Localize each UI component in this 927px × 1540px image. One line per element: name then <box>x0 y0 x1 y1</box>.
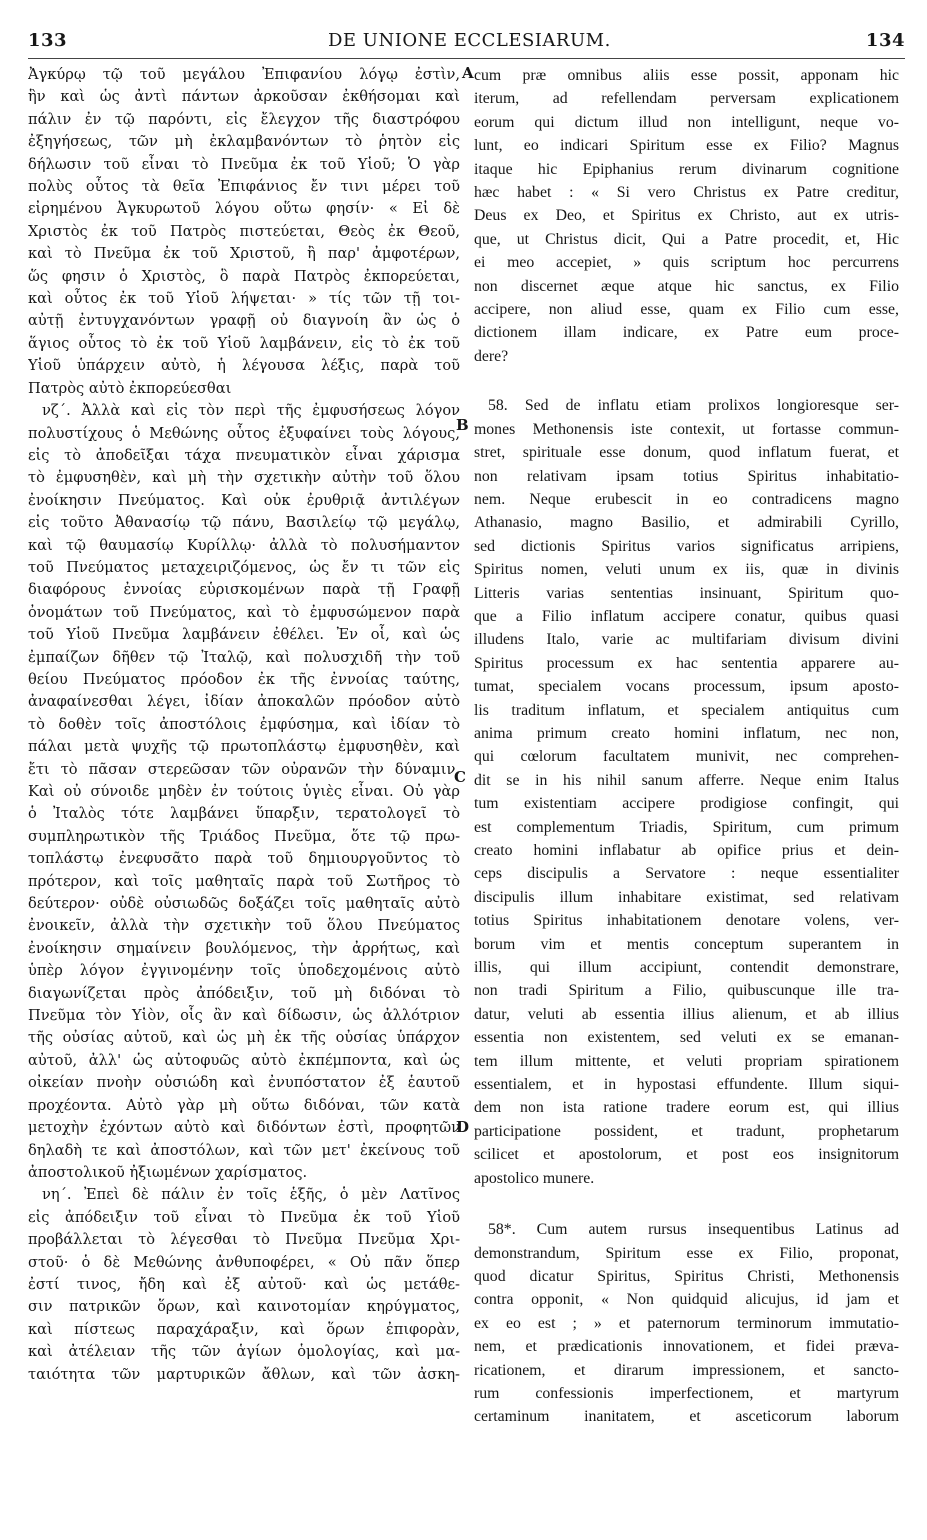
text-line: εἰς ἀπόδειξιν τοῦ εἶναι τὸ Πνεῦμα ἐκ τοῦ Υἱοῦ <box>28 1208 460 1226</box>
text-line: lis traditum inflatum, et specialem antiquitus cum <box>474 701 899 719</box>
text-line: nem. Neque erubescit in eo contradicens magno <box>474 490 899 508</box>
text-line: ἐξηγήσεως, τῶν μὴ ἐκλαμβανόντων τὸ ῥητὸν εἰς <box>28 133 460 151</box>
text-line: tum existentiam accipere prodigiose confingit, qui <box>474 795 899 813</box>
text-line: Athanasio, magno Basilio, et admirabili Cyrillo, <box>474 514 899 532</box>
text-line: que a Filio inflatum accipere conatur, quibus quasi <box>474 607 899 625</box>
page-title: DE UNIONE ECCLESIARUM. <box>328 30 611 51</box>
text-line: ἐνοίκησιν σημαίνειν βουλόμενος, τὴν ἀρρήτως, καὶ <box>28 939 460 957</box>
text-line: certaminum inanitatem, et asceticorum laborum <box>474 1408 899 1426</box>
text-line: apostolico munere. <box>474 1169 595 1187</box>
text-line: creato homini inflabatur ab opifice prius et dein- <box>474 842 899 859</box>
text-line: essentia non existentem, sed veluti ex se emanan- <box>474 1029 899 1047</box>
text-line: accipere, non aliud esse, quam ex Filio cum esse, <box>474 301 899 319</box>
text-line: illudens Italo, varie ac multifariam divisum divini <box>474 631 899 649</box>
text-line: totius Spiritus inhabitationem denotare volens, ver- <box>474 912 899 930</box>
text-line: νζ΄. Ἀλλὰ καὶ εἰς τὸν περὶ τῆς ἐμφυσήσεως λόγον <box>42 402 460 420</box>
text-line: διαγωνίζεται πρὸς ἀπόδειξιν, τοῦ μὴ διδόναι τὸ <box>28 984 460 1002</box>
text-line: διαφόρους ἐννοίας εὑρισκομένων παρὰ τῇ Γραφῇ <box>28 581 460 599</box>
text-line: dere? <box>474 347 509 365</box>
margin-marker-b: B <box>456 416 469 434</box>
paragraph-gap <box>474 1190 899 1218</box>
text-line: non tradi Spiritum a Filio, quibuscunque ille tra- <box>474 982 899 1000</box>
text-line: ἔτι τὸ πᾶσαν στερεῶσαν τῶν οὐρανῶν τὴν δύναμιν. <box>28 760 460 778</box>
text-line: πολυστίχους ὁ Μεθώνης οὗτος ἐξυφαίνει τοὺς λόγους, <box>28 424 460 442</box>
text-line: δηλαδὴ τε καὶ ἀποστόλων, καὶ τῶν μετ' ἐκείνους τοῦ <box>28 1141 460 1159</box>
text-line: τοῦ Πνεύματος μεταχειριζόμενος, ὡς ἔν τι τῶν εἰς <box>28 558 460 576</box>
text-line: ἐνοίκησιν Πνεύματος. Καὶ οὐκ ἐρυθριᾷ ἀντιλέγων <box>28 491 460 509</box>
text-line: καὶ τὸ Πνεῦμα ἐκ τοῦ Χριστοῦ, ἢ παρ' ἀμφοτέρων, <box>28 245 460 263</box>
text-line: καὶ ἀτέλειαν τῆς τῶν ἁγίων ὁμολογίας, καὶ μα- <box>28 1343 460 1361</box>
text-line: τὸ ἐμφυσηθὲν, καὶ μὴ τὴν σχετικὴν αὐτὴν τοῦ ὅλου <box>28 469 460 487</box>
text-line: συμπληρωτικὸν τῆς Τριάδος Πνεῦμα, ὅτε τῷ πρω- <box>28 827 460 845</box>
text-line: ὥς φησιν ὁ Χριστὸς, ὃ παρὰ Πατρὸς ἐκπορεύεται, <box>28 267 460 285</box>
text-line: non relativam ipsam totius Spiritus inhabitatio- <box>474 467 899 485</box>
page-number-right: 134 <box>865 30 905 51</box>
text-line: 58*. Cum autem rursus insequentibus Latinus ad <box>488 1221 899 1239</box>
margin-marker-c: C <box>454 768 466 786</box>
margin-marker-d: D <box>456 1118 470 1136</box>
text-line: Πνεῦμα τὸν Υἱὸν, οἷς ἂν καὶ δίδωσιν, ὡς ἀλλότριον <box>28 1007 460 1025</box>
text-line: tumat, specialem vocans processum, ipsum aposto- <box>474 678 899 696</box>
margin-marker-a: A <box>462 64 474 82</box>
text-line: mones Methonensis iste contexit, ut fortasse commun- <box>474 420 899 438</box>
text-line: καὶ οὗτος ἐκ τοῦ Υἱοῦ λήψεται· » τίς τῶν τῇ τοι- <box>28 290 460 308</box>
text-line: est complementum Triadis, Spiritum, cum primum <box>474 818 899 836</box>
text-line: essentialem, et in hypostasi effundente. Illum siqui- <box>474 1076 899 1094</box>
text-line: demonstrandum, Spiritum esse ex Filio, proponat, <box>474 1244 899 1262</box>
text-line: Υἱοῦ ὑπάρχειν αὐτὸ, ἡ λέγουσα λέξις, παρὰ τοῦ <box>28 357 460 375</box>
text-line: Spiritus nomen, veluti unum ex iis, quæ in divinis <box>474 561 899 579</box>
text-line: τῆς οὐσίας αὐτοῦ, καὶ ὡς μὴ ἐκ τῆς οὐσίας ὑπάρχον <box>28 1029 460 1047</box>
text-line: ἐμπαίζων δῆθεν τῷ Ἰταλῷ, καὶ πολυσχιδῆ τὴν τοῦ <box>28 648 460 666</box>
text-line: ἀποστολικοῦ ἠξιωμένων χαρίσματος. <box>28 1163 308 1181</box>
text-line: δεύτερον· οὐδὲ οὐσιωδῶς δοξάζει τοῖς μαθηταῖς αὐτὸ <box>28 895 460 913</box>
page-number-left: 133 <box>28 30 68 51</box>
text-line: νη΄. Ἐπεὶ δὲ πάλιν ἐν τοῖς ἑξῆς, ὁ μὲν Λατῖνος <box>42 1186 460 1204</box>
text-line: ἐνοικεῖν, ἀλλὰ τὴν σχετικὴν τοῦ ὅλου Πνεύματος <box>28 917 460 935</box>
text-line: hæc habet : « Si vero Christus ex Patre creditur, <box>474 184 899 202</box>
text-line: οἰκείαν πνοὴν οὐσιώδη καὶ ἐνυπόστατον ἐξ ἑαυτοῦ <box>28 1074 460 1092</box>
text-line: dictionem illam indicare, ex Patre eum proce- <box>474 324 899 342</box>
text-line: cum præ omnibus aliis esse possit, apponam hic <box>474 67 899 84</box>
text-line: τὸ δοθὲν τοῖς ἀποστόλοις ἐμφύσημα, καὶ ἰδίαν τὸ <box>28 715 460 733</box>
text-line: ex eo est ; » et paternorum terminorum immutatio- <box>474 1314 899 1332</box>
text-line: que, ut Christus dicit, Qui a Patre procedit, et, Hic <box>474 230 899 248</box>
text-line: eorum qui dictum illud non intelligunt, neque vo- <box>474 113 899 131</box>
text-line: ὁ Ἰταλὸς τότε λαμβάνει ὕπαρξιν, τερατολογεῖ τὸ <box>28 805 460 823</box>
text-line: τοῦ Υἱοῦ Πνεῦμα λαμβάνειν ἐθέλει. Ἐν οἷ, καὶ ὡς <box>28 626 460 644</box>
text-line: ἅγιος οὗτος τὸ ἐκ τοῦ Υἱοῦ λαμβάνειν, εἰς τὸ ἐκ τοῦ <box>28 334 460 352</box>
text-line: ὑπὲρ λόγον ἐγγινομένην τοῖς ὑποδεχομένοις αὐτὸ <box>28 962 460 980</box>
text-line: καὶ τῷ θαυμασίῳ Κυρίλλῳ· ἀλλὰ τὸ πολυσήμαντον <box>28 536 460 554</box>
text-line: nem, et prædicationis innovationem, et fidei præva- <box>474 1338 899 1356</box>
text-line: stret, spirituale esse donum, quod inflatum fuerat, et <box>474 444 899 462</box>
text-line: qui cœlorum facultatem munivit, nec comprehen- <box>474 748 899 766</box>
text-line: itaque hic Epiphanius rerum divinarum cognitione <box>474 160 899 178</box>
latin-paragraph-3 <box>474 1218 899 1429</box>
text-line: ceps discipulis a Servatore : neque essentialiter <box>474 865 899 883</box>
text-line: προχέοντα. Αὐτὸ γὰρ μὴ οὕτω διδόναι, τῶν κατὰ <box>28 1096 460 1114</box>
text-line: πάλαι μετὰ ψυχῆς τῷ πρωτοπλάστῳ ἐμφυσηθὲν, καὶ <box>28 738 460 756</box>
header-rule <box>28 58 905 59</box>
text-line: σιν πατρικῶν ὅρων, καὶ καινοτομίαν κηρύγματος, <box>28 1298 460 1316</box>
text-line: rum confessionis imperfectionem, et martyrum <box>474 1384 899 1402</box>
text-line: στοῦ· ὁ δὲ Μεθώνης ἀνθυποφέρει, « Οὐ πᾶν ὅπερ <box>28 1253 460 1271</box>
text-line: εἰς τὸ ἀποδεῖξαι τάχα πνευματικὸν εἶναι χάρισμα <box>28 446 460 464</box>
text-line: sed dictionis Spiritus varios significatus arripiens, <box>474 537 899 555</box>
text-line: participatione possident, et tradunt, prophetarum <box>474 1122 899 1140</box>
text-line: Καὶ οὐ σύνοιδε μηδὲν ἐν τούτοις ὑγιὲς εἶναι. Οὐ γὰρ <box>28 783 460 800</box>
text-line: αὐτοῦ, ἀλλ' ὡς αὐτοφυῶς αὐτὸ ἐκπέμποντα, καὶ ὡς <box>28 1051 460 1069</box>
text-line: αὐτῇ ἐντυγχανόντων γραφῇ οὐ διαγνοίη ἂν ὡς ὁ <box>28 312 460 330</box>
text-line: iterum, ad refellendam perversam explicationem <box>474 90 899 108</box>
text-line: θείου Πνεύματος πρόοδον ἐκ τῆς ἐννοίας ταύτης, <box>28 670 460 688</box>
text-line: μετοχὴν ἐχόντων αὐτὸ καὶ διδόντων ἐστὶ, προφητῶν <box>28 1119 460 1137</box>
text-line: δήλωσιν τοῦ εἶναι τὸ Πνεῦμα ἐκ τοῦ Υἱοῦ; Ὁ γὰρ <box>28 155 460 173</box>
text-line: Litteris varias sententias insinuant, Spiritum quo- <box>474 584 899 602</box>
text-line: εἰς τοῦτο Ἀθανασίῳ τῷ πάνυ, Βασιλείῳ τῷ μεγάλῳ, <box>28 514 460 532</box>
text-line: illis, qui illum accipiunt, contendit demonstrare, <box>474 959 899 977</box>
text-line: προβάλλεται τὸ λέγεσθαι τὸ Πνεῦμα Πνεῦμα Χρι- <box>28 1231 460 1249</box>
text-line: πολὺς οὗτος τὰ θεῖα Ἐπιφάνιος ἔν τινι μέρει τοῦ <box>28 178 460 196</box>
greek-text-column <box>28 64 460 1540</box>
latin-paragraph-1 <box>474 64 899 368</box>
text-line: ἀναφαίνεσθαι λέγει, ἰδίαν ἀποκαλῶν πρόοδον αὐτὸ <box>28 693 460 711</box>
latin-paragraph-2 <box>474 394 899 1190</box>
text-line: καὶ πίστεως παραχάραξιν, καὶ ὅρων ἐπιφορὰν, <box>28 1320 460 1338</box>
text-line: ricationem, et dirarum impressionem, et sancto- <box>474 1361 899 1379</box>
paragraph-gap <box>474 368 899 394</box>
text-line: borum vim et mentis conceptum superantem in <box>474 935 899 953</box>
text-line: Spiritus processum ex hac sententia apparere au- <box>474 654 899 672</box>
text-line: ἣν καὶ ὡς ἀντὶ πάντων ἀρκοῦσαν ἐκθήσομαι καὶ <box>28 88 460 106</box>
text-line: datur, veluti ab essentia illius alienum, et ab illius <box>474 1005 899 1023</box>
text-line: εἰρημένου Ἀγκυρωτοῦ λόγου οὕτω φησίν· « Εἰ δὲ <box>28 200 460 218</box>
text-line: 58. Sed de inflatu etiam prolixos longioresque ser- <box>488 397 899 415</box>
text-line: dit se in his nihil sanum afferre. Neque enim Italus <box>474 771 899 789</box>
text-line: Deus ex Deo, et Spiritus ex Christo, aut ex utris- <box>474 207 899 225</box>
text-line: Ἀγκύρῳ τῷ τοῦ μεγάλου Ἐπιφανίου λόγῳ ἐστὶν, <box>28 66 460 83</box>
text-line: non discernet æque atque hic sanctus, ex Filio <box>474 277 899 295</box>
text-line: τοπλάστῳ ἐνεφυσᾶτο παρὰ τοῦ δημιουργοῦντος τὸ <box>28 850 460 868</box>
text-line: anima primum creato homini inflatum, nec non, <box>474 724 899 742</box>
text-line: ταιότητα τῶν μαρτυρικῶν ἄθλων, καὶ τῶν ἀσκη- <box>28 1365 460 1383</box>
text-line: ei meo accepiet, » quis scriptum hoc percurrens <box>474 254 899 272</box>
text-line: scilicet et apostolorum, et post eos insignitorum <box>474 1146 899 1164</box>
text-line: ὀνομάτων τοῦ Πνεύματος, καὶ τὸ ἐμφυσώμενον παρὰ <box>28 603 460 621</box>
text-line: tem illum mittente, et veluti propriam spirationem <box>474 1052 899 1070</box>
text-line: dem non ista ratione tradere eorum est, qui illius <box>474 1099 899 1117</box>
text-line: πρότερον, καὶ τοῖς μαθηταῖς παρὰ τοῦ Σωτῆρος τὸ <box>28 872 460 890</box>
text-line: contra opponit, « Non quidquid alicujus, id jam et <box>474 1291 899 1309</box>
latin-text-column <box>474 64 899 1540</box>
text-line: ἐστί τινος, ἤδη καὶ ἐξ αὐτοῦ· καὶ ὡς μετάθε- <box>28 1275 460 1293</box>
text-line: quod dicatur Spiritus, Spiritus Christi, Methonensis <box>474 1267 899 1285</box>
text-line: discipulis illum inhabitare existimat, sed relativam <box>474 888 899 906</box>
text-line: Πατρὸς αὐτὸ ἐκπορεύεσθαι <box>28 379 232 397</box>
text-line: πάλιν ἐν τῷ παρόντι, εἰς ἔλεγχον τῆς διαστρόφου <box>28 110 460 128</box>
text-line: lunt, eo indicari Spiritum esse ex Filio? Magnus <box>474 137 899 155</box>
text-line: Χριστὸς ἐκ τοῦ Πατρὸς πιστεύεται, Θεὸς ἐκ Θεοῦ, <box>28 222 460 240</box>
